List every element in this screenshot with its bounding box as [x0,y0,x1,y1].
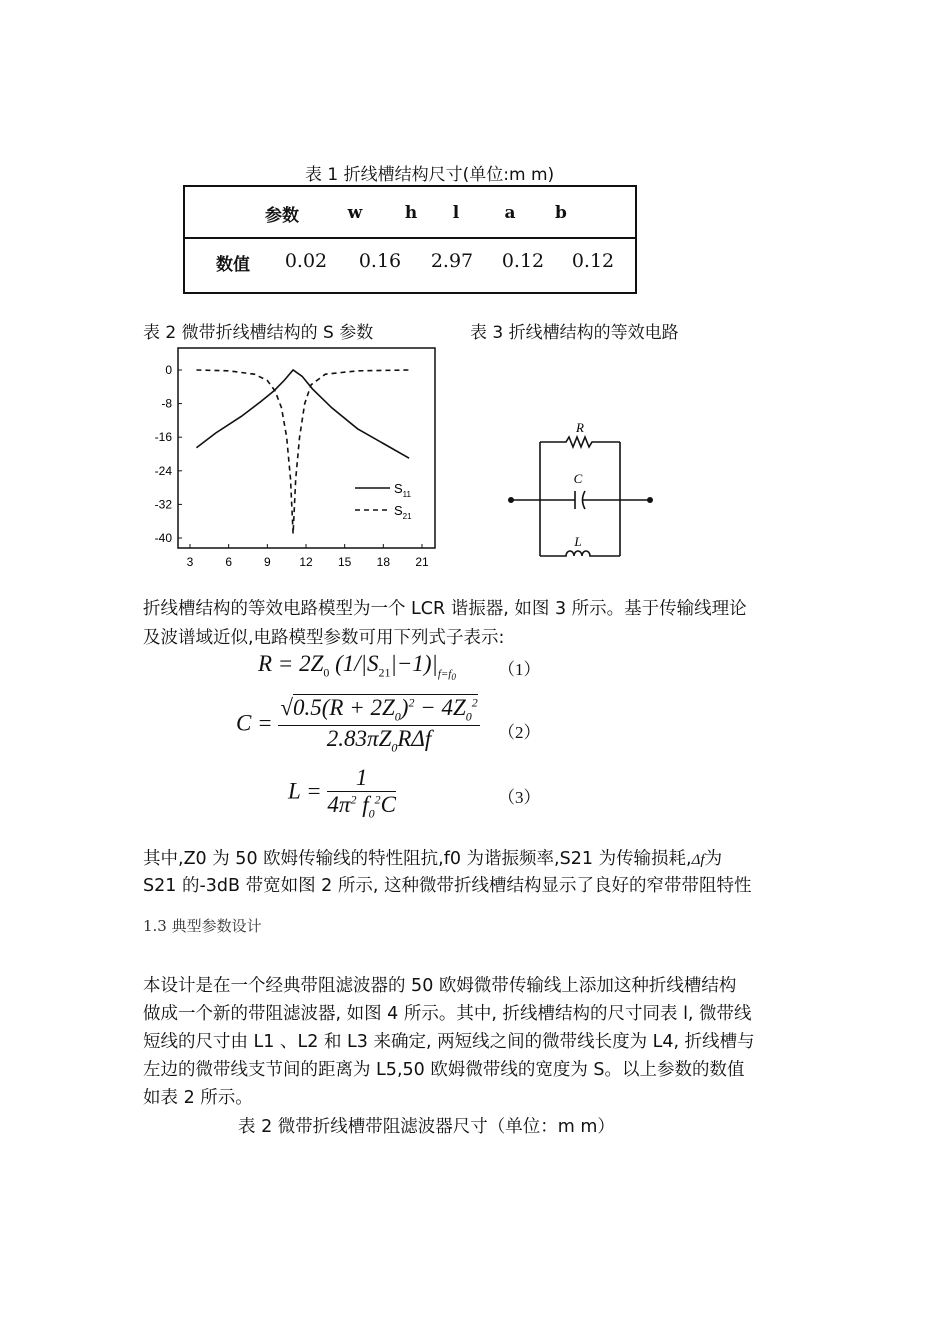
paragraph-line [143,845,722,870]
inductor-label: L [574,534,582,549]
paragraph-line: 折线槽结构的等效电路模型为一个 LCR 谐振器, 如图 3 所示。基于传输线理论 [143,599,747,619]
y-tick-label: -8 [161,396,172,411]
section-heading: 1.3 典型参数设计 [143,917,262,935]
inductor [540,551,620,556]
delta-f: Δf [691,852,705,868]
table-cell: 数值 [216,255,250,275]
capacitor-label: C [573,471,583,486]
y-tick-label: 0 [165,363,172,377]
table-header-cell: w [347,203,363,223]
paragraph-line: S21 的-3dB 带宽如图 2 所示, 这种微带折线槽结构显示了良好的窄带带阻特性 [143,876,752,896]
table-header-cell: a [504,203,516,223]
equation-number: （2） [498,723,541,742]
paragraph-line: 短线的尺寸由 L1 、L2 和 L3 来确定, 两短线之间的微带线长度为 L4, 折线槽与 [143,1032,755,1052]
series-s11-line [196,370,409,458]
paragraph-line: 本设计是在一个经典带阻滤波器的 50 欧姆微带传输线上添加这种折线槽结构 [143,976,737,996]
table2-caption: 表 2 微带折线槽带阻滤波器尺寸（单位：m m） [238,1117,615,1137]
table-cell: 0.12 [571,250,615,272]
resistor [540,437,620,447]
plot-frame [178,348,435,548]
text: 其中,Z0 为 50 欧姆传输线的特性阻抗,f0 为谐振频率,S21 为传输损耗, [143,849,692,869]
y-tick-label: -32 [154,497,172,512]
equivalent-circuit [500,410,670,570]
paragraph-line: 及波谱域近似,电路模型参数可用下列式子表示: [143,628,505,648]
equation-3: L = $\frac{1}{4\pi^2 f_0^2C}$ [288,765,396,821]
equation-2: C = $\frac{√0.5(R + 2Z_0)^2 - 4Z_0^2}{2.83\pi Z_0R\Delta f}$ [236,695,478,755]
table1-caption: 表 1 折线槽结构尺寸(单位:m m) [305,165,555,185]
table-header-cell: 参数 [265,206,299,226]
table1 [183,185,637,294]
table-cell: 0.16 [358,250,402,272]
resistor-label: R [576,420,584,435]
x-tick-label: 21 [415,555,429,569]
x-tick-label: 6 [225,555,233,569]
legend-label: $S_{11}$ [394,481,411,499]
figure3-caption: 表 3 折线槽结构的等效电路 [470,323,679,343]
table-divider [185,237,635,239]
table-header-cell: l [452,203,460,223]
x-tick-label: 3 [186,555,194,569]
y-tick-label: -40 [154,531,172,545]
x-tick-label: 9 [263,555,271,569]
table-cell: 2.97 [430,250,474,272]
x-tick-label: 12 [299,555,313,569]
paragraph-line: 左边的微带线支节间的距离为 L5,50 欧姆微带线的宽度为 S。以上参数的数值 [143,1060,745,1080]
table-header-cell: h [404,203,418,223]
y-tick-label: -24 [154,463,172,478]
paragraph-line: 做成一个新的带阻滤波器, 如图 4 所示。其中, 折线槽结构的尺寸同表 l, 微带线 [143,1004,752,1024]
y-tick-label: -16 [154,430,172,445]
paragraph-line: 如表 2 所示。 [143,1088,253,1108]
text: 为 [704,849,723,869]
s-parameter-chart [140,340,450,575]
equation-number: （3） [498,788,541,807]
equation-1: $R = 2Z_0$ $(1/|S_{21}|-1)|_{f=f_0}$ [258,651,456,682]
x-tick-label: 15 [337,555,352,569]
legend-label: $S_{21}$ [394,503,412,521]
figure2-caption: 表 2 微带折线槽结构的 S 参数 [143,323,374,343]
table-cell: 0.02 [284,250,328,272]
table-cell: 0.12 [501,250,545,272]
equation-number: （1） [498,660,541,679]
table-header-cell: b [555,203,567,223]
x-tick-label: 18 [376,555,391,569]
